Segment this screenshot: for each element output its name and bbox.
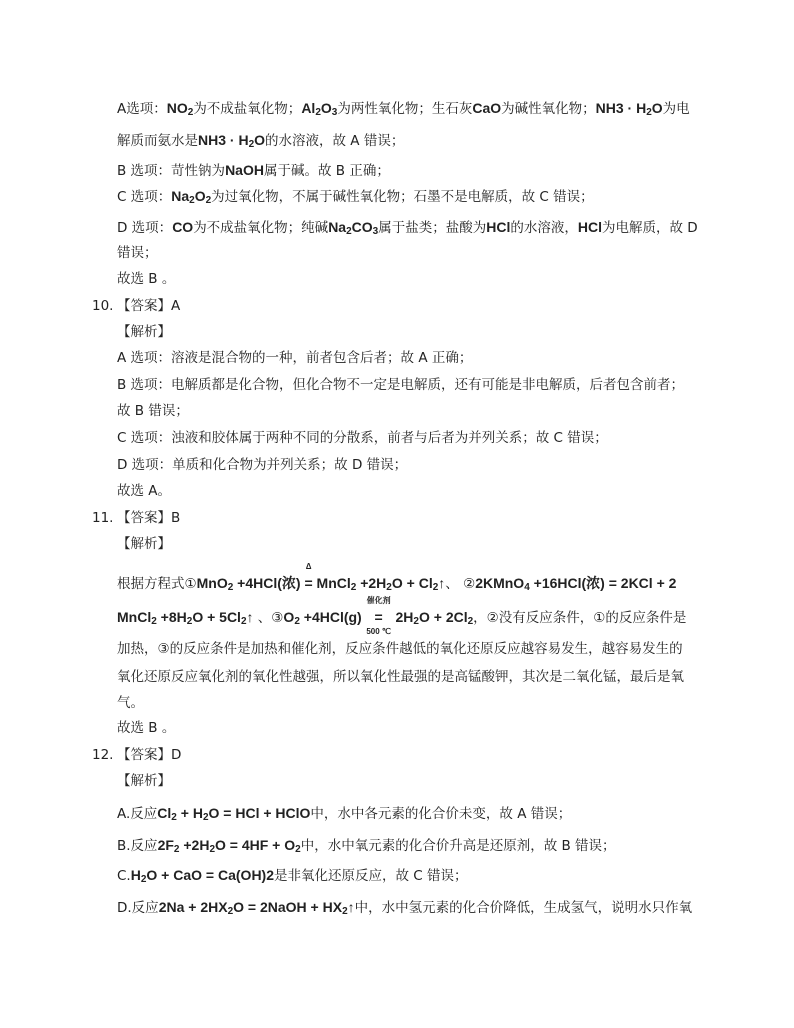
text: 的水溶液， xyxy=(510,220,578,236)
q10-conclusion: 故选 A。 xyxy=(117,483,172,499)
q9-option-c xyxy=(117,187,594,210)
q11-equation-line2 xyxy=(117,596,687,636)
analysis-label: 【解析】 xyxy=(117,773,171,789)
answer-label: 【答案】A xyxy=(117,298,181,314)
q12-option-a xyxy=(117,804,571,827)
formula-na2co3: $Na_2CO_3$ xyxy=(328,219,379,237)
text: 故选 B 。 xyxy=(117,271,176,287)
text: D.反应 xyxy=(117,900,159,916)
heat-condition: Δ = xyxy=(304,562,313,591)
q12-option-c xyxy=(117,866,468,889)
text: 为碱性氧化物； xyxy=(501,101,596,117)
answer-label: 【答案】D xyxy=(117,747,182,763)
equation-3: $O_2 +4HCl(g)$ 催化剂 = 500 ℃ $2H_2O + 2Cl_2$ xyxy=(283,596,474,636)
equation: $2Na + 2HX_2O$ = 2NaOH + $HX_2↑$ xyxy=(158,899,355,917)
text: 根据方程式① xyxy=(117,576,197,592)
q9-option-a-line1 xyxy=(117,99,690,122)
formula-hcl: HCl xyxy=(577,219,602,235)
q11-conclusion: 故选 B 。 xyxy=(117,720,176,736)
text: 是非氧化还原反应，故 C 错误； xyxy=(274,868,468,884)
q11-text-line3: 加热，③的反应条件是加热和催化剂，反应条件越低的氧化还原反应越容易发生，越容易发生的 xyxy=(117,641,683,657)
formula-hcl: HCl xyxy=(486,219,511,235)
q10-option-b-line2: 故 B 错误； xyxy=(117,403,189,419)
text: D 选项： xyxy=(117,220,173,236)
q9-option-a-line2 xyxy=(117,131,404,154)
question-number: 11. xyxy=(92,510,114,526)
answer-label: 【答案】B xyxy=(117,510,181,526)
text: C. xyxy=(117,868,131,884)
text: ，②没有反应条件，①的反应条件是 xyxy=(473,610,687,626)
formula-no2: $NO_2$ xyxy=(166,100,194,118)
text: 、③ xyxy=(253,610,284,626)
text: 为电 xyxy=(662,101,690,117)
q10-option-d: D 选项：单质和化合物为并列关系；故 D 错误； xyxy=(117,457,408,473)
q10-option-b: B 选项：电解质都是化合物，但化合物不一定是电解质，还有可能是非电解质，后者包含前者； xyxy=(117,377,685,393)
equation-1: MnO$_2$ +4HCl(浓) Δ = MnCl$_2$ $+2H_2O$ + $Cl_2↑$ xyxy=(196,562,446,593)
equation: $2F_2 +2H_2O = 4HF + O_2$ xyxy=(157,837,301,855)
catalyst-condition: 催化剂 = 500 ℃ xyxy=(366,596,391,636)
text: A选项： xyxy=(117,101,167,117)
text: 解质而氨水是 xyxy=(117,133,198,149)
text: A.反应 xyxy=(117,806,158,822)
q9-option-b xyxy=(117,161,390,180)
text: 中，水中氧元素的化合价升高是还原剂，故 B 错误； xyxy=(300,838,616,854)
text: B 选项：苛性钠为 xyxy=(117,163,226,179)
equation-2: 2KMnO$_4$ +16HCl(浓) = 2KCl + 2 xyxy=(475,575,677,593)
text: 为不成盐氧化物；纯碱 xyxy=(193,220,329,236)
question-number: 12. xyxy=(92,747,114,763)
equation: $H_2O$ + CaO = Ca(OH)2 xyxy=(130,867,274,885)
formula-nh3-h2o: $NH3 \cdot H_2O$ xyxy=(595,100,663,118)
q9-option-d-line1 xyxy=(117,218,698,241)
formula-al2o3: $Al_2O_3$ xyxy=(301,100,338,118)
q11-text-line5: 气。 xyxy=(117,695,144,711)
text: 为两性氧化物；生石灰 xyxy=(337,101,473,117)
text: 为过氧化物，不属于碱性氧化物；石墨不是电解质，故 C 错误； xyxy=(211,189,594,205)
text: 、 ② xyxy=(445,576,476,592)
q11-equation-line1 xyxy=(117,562,677,597)
q9-conclusion xyxy=(117,270,175,288)
equation-2-cont: MnCl$_2$ $+8H_2O$ + $5Cl_2↑$ xyxy=(117,609,254,627)
text: 错误； xyxy=(117,245,158,261)
formula-naoh: NaOH xyxy=(225,162,264,178)
analysis-label: 【解析】 xyxy=(117,536,171,552)
q12-option-d xyxy=(117,898,692,921)
text: 属于盐类；盐酸为 xyxy=(378,220,487,236)
formula-cao: CaO xyxy=(472,100,502,116)
question-number: 10. xyxy=(92,298,114,314)
formula-nh3-h2o: $NH3 \cdot H_2O$ xyxy=(198,132,266,150)
text: 中，水中氢元素的化合价降低，生成氢气，说明水只作氧 xyxy=(354,900,693,916)
text: 的水溶液，故 A 错误； xyxy=(265,133,405,149)
q11-text-line4: 氧化还原反应氧化剂的氧化性越强，所以氧化性最强的是高锰酸钾，其次是二氧化锰，最后是氧 xyxy=(117,669,684,685)
text: 中，水中各元素的化合价未变，故 A 错误； xyxy=(310,806,572,822)
text: 为电解质，故 D xyxy=(601,220,698,236)
q9-option-d-line2 xyxy=(117,244,158,262)
text: 属于碱。故 B 正确； xyxy=(263,163,390,179)
text: C 选项： xyxy=(117,189,172,205)
equation: $Cl_2 + H_2O$ = HCl + HClO xyxy=(157,805,311,823)
analysis-label: 【解析】 xyxy=(117,324,171,340)
text: B.反应 xyxy=(117,838,158,854)
formula-co: CO xyxy=(172,219,194,235)
formula-na2o2: $Na_2O_2$ xyxy=(171,188,212,206)
q12-option-b xyxy=(117,836,616,859)
text: 为不成盐氧化物； xyxy=(193,101,302,117)
q10-option-c: C 选项：浊液和胶体属于两种不同的分散系，前者与后者为并列关系；故 C 错误； xyxy=(117,430,608,446)
q10-option-a: A 选项：溶液是混合物的一种，前者包含后者；故 A 正确； xyxy=(117,350,473,366)
